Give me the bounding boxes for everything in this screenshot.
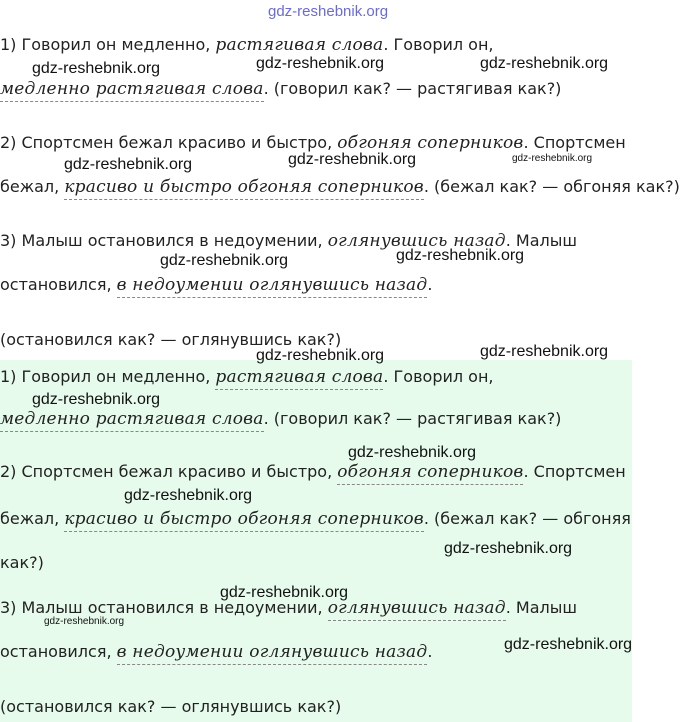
block2-sentence-3-line-2: остановился, в недоумении оглянувшись назад. (0, 642, 432, 662)
watermark: gdz-reshebnik.org (480, 343, 609, 360)
watermark: gdz-reshebnik.org (256, 347, 385, 364)
block2-sentence-1-line-2: медленно растягивая слова. (говорил как? — растягивая как?) (0, 409, 561, 429)
watermark: gdz-reshebnik.org (220, 584, 349, 601)
watermark: gdz-reshebnik.org (480, 55, 609, 72)
watermark: gdz-reshebnik.org (64, 156, 193, 173)
block2-sentence-3-line-3: (остановился как? — оглянувшись как?) (0, 697, 342, 716)
block2-sentence-1-line-1: 1) Говорил он медленно, растягивая слова. Говорил он, (0, 367, 494, 387)
watermark-top: gdz-reshebnik.org (268, 3, 389, 20)
watermark: gdz-reshebnik.org (32, 60, 161, 77)
sentence-3-line-1: 3) Малыш остановился в недоумении, оглянувшись назад. Малыш (0, 231, 578, 251)
sentence-3-line-3: (остановился как? — оглянувшись как?) (0, 330, 342, 349)
watermark: gdz-reshebnik.org (504, 636, 633, 653)
watermark: gdz-reshebnik.org (348, 444, 477, 461)
block2-sentence-2-line-2: бежал, красиво и быстро обгоняя соперников. (бежал как? — обгоняя (0, 509, 631, 529)
watermark: gdz-reshebnik.org (396, 247, 525, 264)
block2-sentence-3-line-1: 3) Малыш остановился в недоумении, оглянувшись назад. Малыш (0, 598, 577, 618)
watermark: gdz-reshebnik.org (256, 55, 385, 72)
watermark: gdz-reshebnik.org (44, 616, 125, 627)
sentence-3-line-2: остановился, в недоумении оглянувшись назад. (0, 275, 432, 295)
block2-sentence-2-line-3: как?) (0, 553, 44, 572)
watermark: gdz-reshebnik.org (32, 391, 161, 408)
watermark: gdz-reshebnik.org (288, 151, 417, 168)
watermark: gdz-reshebnik.org (160, 252, 289, 269)
sentence-1-line-2: медленно растягивая слова. (говорил как? — растягивая как?) (0, 79, 561, 99)
watermark: gdz-reshebnik.org (512, 153, 593, 164)
block2-sentence-2-line-1: 2) Спортсмен бежал красиво и быстро, обгоняя соперников. Спортсмен (0, 462, 626, 482)
watermark: gdz-reshebnik.org (444, 540, 573, 557)
sentence-2-line-1: 2) Спортсмен бежал красиво и быстро, обгоняя соперников. Спортсмен (0, 133, 626, 153)
watermark: gdz-reshebnik.org (124, 487, 253, 504)
sentence-1-line-1: 1) Говорил он медленно, растягивая слова. Говорил он, (0, 35, 494, 55)
sentence-2-line-2: бежал, красиво и быстро обгоняя соперников. (бежал как? — обгоняя как?) (0, 177, 680, 197)
